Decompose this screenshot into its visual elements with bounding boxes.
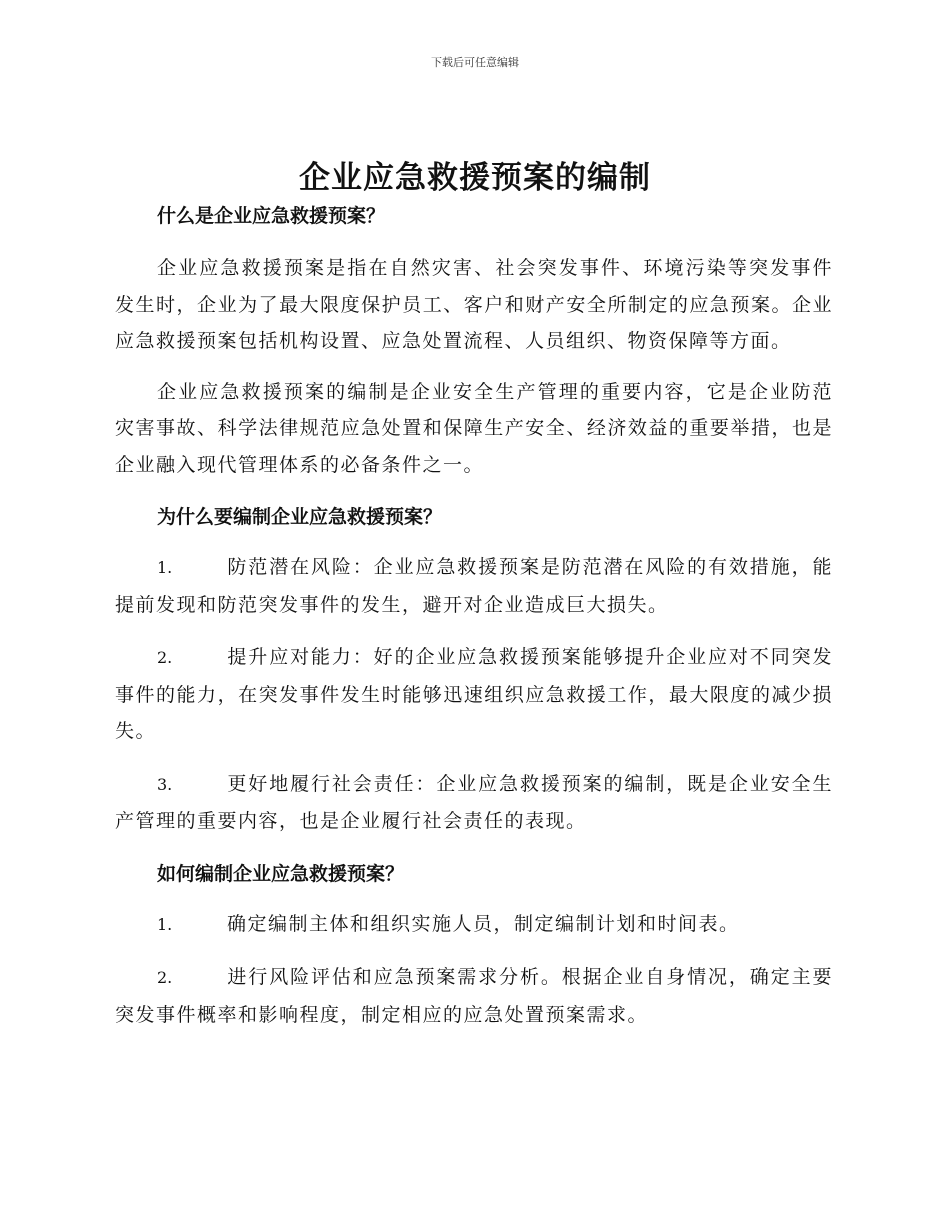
list-item-text: 更好地履行社会责任：企业应急救援预案的编制，既是企业安全生产管理的重要内容，也是企业履行社会责任的表现。 xyxy=(115,772,833,832)
list-item xyxy=(115,959,833,1033)
list-item-text: 提升应对能力：好的企业应急救援预案能够提升企业应对不同突发事件的能力，在突发事件发生时能够迅速组织应急救援工作，最大限度的减少损失。 xyxy=(115,646,833,742)
list-item-number: 3. xyxy=(157,774,173,794)
list-item-text: 进行风险评估和应急预案需求分析。根据企业自身情况，确定主要突发事件概率和影响程度，制定相应的应急处置预案需求。 xyxy=(115,966,833,1026)
list-item-number: 1. xyxy=(157,914,173,934)
list-item-number: 2. xyxy=(157,968,173,987)
section-heading-why: 为什么要编制企业应急救援预案？ xyxy=(157,506,443,528)
list-item xyxy=(115,766,833,840)
document-title: 企业应急救援预案的编制 xyxy=(299,160,651,196)
header-note: 下载后可任意编辑 xyxy=(431,56,519,69)
list-item-number: 1. xyxy=(157,558,173,577)
list-item xyxy=(115,549,833,623)
list-item-text: 确定编制主体和组织实施人员，制定编制计划和时间表。 xyxy=(227,912,740,935)
list-item-number: 2. xyxy=(157,648,173,667)
document-body xyxy=(115,200,833,1033)
paragraph-definition: 企业应急救援预案是指在自然灾害、社会突发事件、环境污染等突发事件发生时，企业为了最大限度保护员工、客户和财产安全所制定的应急预案。企业应急救援预案包括机构设置、应急处置流程、人员组织、物资保障等方面。 xyxy=(115,257,833,352)
list-item-text: 防范潜在风险：企业应急救援预案是防范潜在风险的有效措施，能提前发现和防范突发事件的发生，避开对企业造成巨大损失。 xyxy=(115,556,833,616)
section-heading-how: 如何编制企业应急救援预案？ xyxy=(157,862,405,885)
section-heading-what: 什么是企业应急救援预案？ xyxy=(157,205,386,227)
list-item xyxy=(115,906,833,944)
paragraph-importance: 企业应急救援预案的编制是企业安全生产管理的重要内容，它是企业防范灾害事故、科学法律规范应急处置和保障生产安全、经济效益的重要举措，也是企业融入现代管理体系的必备条件之一。 xyxy=(115,380,833,476)
list-item xyxy=(115,639,833,750)
